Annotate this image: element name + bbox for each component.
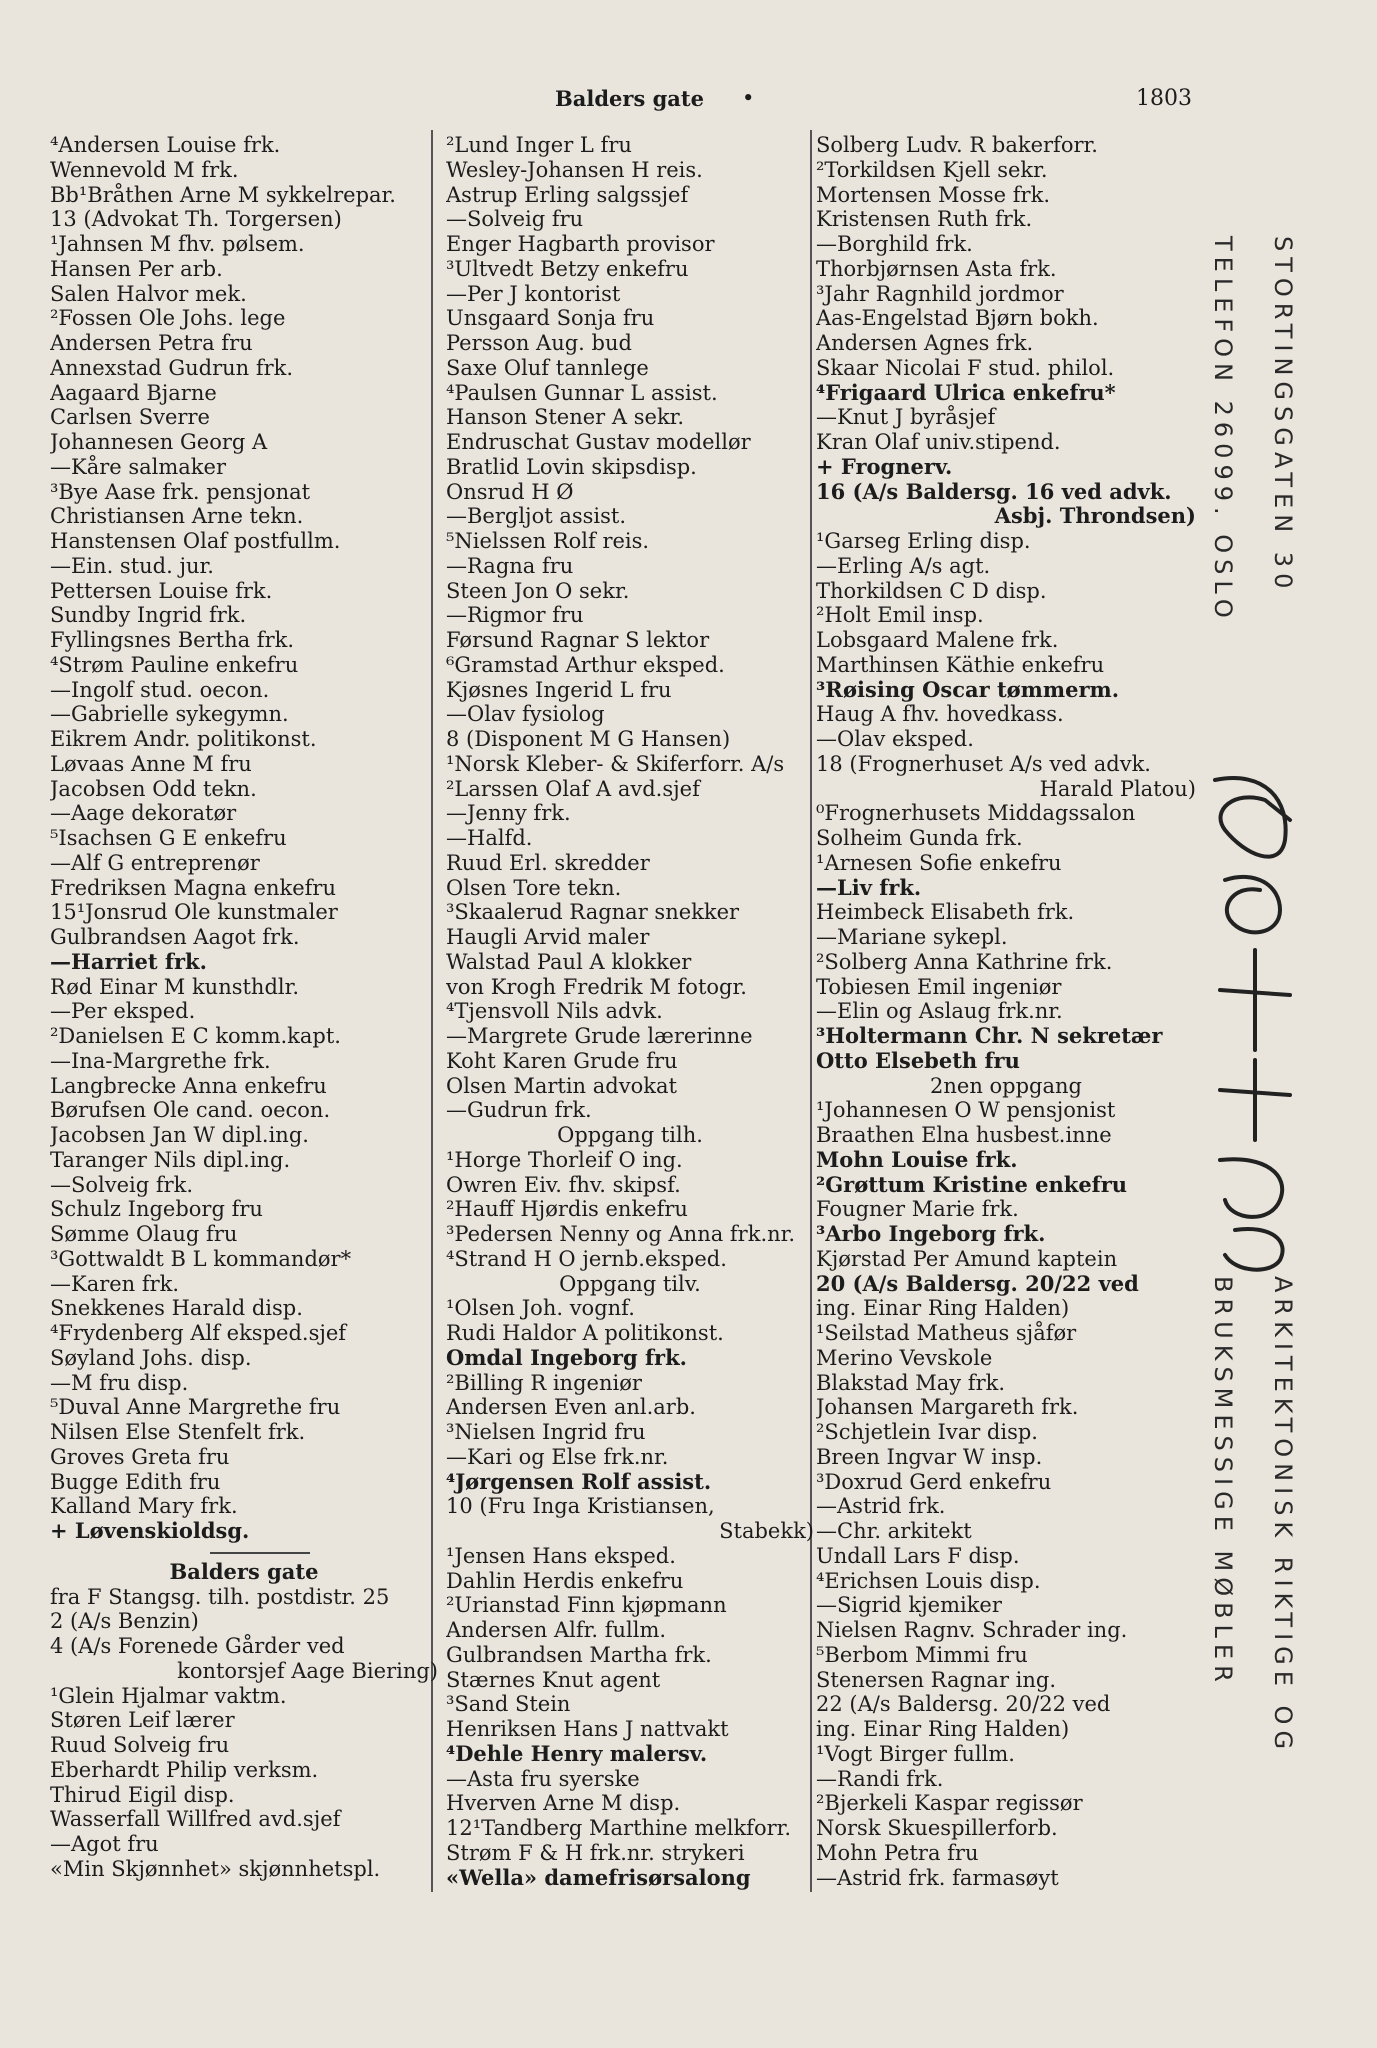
directory-entry: Snekkenes Harald disp. bbox=[50, 1296, 303, 1321]
directory-entry: ²Urianstad Finn kjøpmann bbox=[446, 1593, 727, 1618]
directory-entry: Sundby Ingrid frk. bbox=[50, 603, 247, 628]
directory-entry: Stenersen Ragnar ing. bbox=[816, 1667, 1057, 1692]
directory-entry: —Liv frk. bbox=[816, 875, 922, 900]
directory-entry: —Olav eksped. bbox=[816, 727, 974, 751]
directory-entry: Aas-Engelstad Bjørn bokh. bbox=[816, 306, 1099, 331]
directory-entry: —Per J kontorist bbox=[446, 281, 621, 306]
directory-entry: ²Schjetlein Ivar disp. bbox=[816, 1420, 1038, 1444]
directory-entry: —Harriet frk. bbox=[50, 949, 207, 974]
directory-entry: ⁴Tjensvoll Nils advk. bbox=[446, 999, 663, 1024]
directory-entry: 2nen oppgang bbox=[930, 1073, 1082, 1098]
directory-entry: Asbj. Throndsen) bbox=[994, 504, 1196, 529]
directory-entry: Thorbjørnsen Asta frk. bbox=[816, 256, 1057, 281]
directory-entry: Taranger Nils dipl.ing. bbox=[50, 1147, 291, 1172]
directory-entry: ¹Vogt Birger fullm. bbox=[816, 1741, 1015, 1766]
directory-entry: Heimbeck Elisabeth frk. bbox=[816, 900, 1075, 925]
directory-entry: Johansen Margareth frk. bbox=[816, 1395, 1079, 1420]
side-ad-phone: TELEFON 26099. OSLO bbox=[1209, 236, 1237, 624]
directory-entry: ²Fossen Ole Johs. lege bbox=[50, 306, 286, 331]
directory-entry: Andersen Petra fru bbox=[50, 331, 253, 355]
directory-entry: Blakstad May frk. bbox=[816, 1370, 1006, 1395]
directory-entry: Kristensen Ruth frk. bbox=[816, 207, 1033, 232]
directory-entry: Olsen Martin advokat bbox=[446, 1073, 677, 1098]
directory-entry: 16 (A/s Baldersg. 16 ved advk. bbox=[816, 479, 1172, 504]
directory-entry: Sømme Olaug fru bbox=[50, 1222, 238, 1246]
directory-entry: —Per eksped. bbox=[50, 999, 196, 1024]
directory-entry: Wennevold M frk. bbox=[50, 157, 239, 182]
directory-entry: ³Jahr Ragnhild jordmor bbox=[816, 281, 1064, 306]
directory-entry: Enger Hagbarth provisor bbox=[446, 232, 715, 256]
directory-entry: —Gudrun frk. bbox=[446, 1098, 592, 1123]
directory-entry: —Ein. stud. jur. bbox=[50, 553, 214, 578]
directory-entry: 13 (Advokat Th. Torgersen) bbox=[50, 207, 342, 232]
directory-entry: ¹Horge Thorleif O ing. bbox=[446, 1147, 683, 1172]
directory-entry: ²Torkildsen Kjell sekr. bbox=[816, 157, 1048, 182]
directory-entry: + Frognerv. bbox=[816, 454, 953, 479]
directory-entry: ¹Garseg Erling disp. bbox=[816, 529, 1031, 553]
directory-entry: —Alf G entreprenør bbox=[50, 850, 260, 875]
directory-entry: Koht Karen Grude fru bbox=[446, 1048, 678, 1073]
directory-entry: Bugge Edith fru bbox=[50, 1469, 221, 1494]
directory-entry: —Knut J byråsjef bbox=[816, 405, 996, 430]
directory-entry: Aagaard Bjarne bbox=[50, 380, 217, 405]
directory-entry: kontorsjef Aage Biering) bbox=[177, 1658, 438, 1683]
directory-entry: Schulz Ingeborg fru bbox=[50, 1197, 263, 1222]
directory-entry: Søyland Johs. disp. bbox=[50, 1345, 252, 1370]
directory-entry: ³Nielsen Ingrid fru bbox=[446, 1420, 646, 1444]
directory-entry: 8 (Disponent M G Hansen) bbox=[446, 727, 731, 751]
directory-entry: —Halfd. bbox=[446, 826, 533, 850]
directory-entry: Olsen Tore tekn. bbox=[446, 875, 622, 900]
directory-entry: —Asta fru syerske bbox=[446, 1766, 640, 1791]
directory-entry: Steen Jon O sekr. bbox=[446, 578, 630, 603]
directory-entry: ²Larssen Olaf A avd.sjef bbox=[446, 776, 700, 801]
directory-entry: Jacobsen Odd tekn. bbox=[50, 776, 257, 801]
directory-entry: Saxe Oluf tannlege bbox=[446, 355, 649, 380]
directory-entry: —Solveig frk. bbox=[50, 1172, 194, 1197]
directory-entry: —Bergljot assist. bbox=[446, 504, 627, 529]
directory-entry: Ruud Solveig fru bbox=[50, 1733, 230, 1757]
directory-entry: —Randi frk. bbox=[816, 1766, 944, 1791]
directory-column-1 bbox=[50, 133, 438, 1882]
directory-entry: Støren Leif lærer bbox=[50, 1708, 235, 1733]
directory-entry: —Agot fru bbox=[50, 1832, 159, 1856]
directory-entry: Otto Elsebeth fru bbox=[816, 1048, 1020, 1073]
directory-entry: —Jenny frk. bbox=[446, 801, 571, 826]
directory-entry: Førsund Ragnar S lektor bbox=[446, 628, 710, 652]
directory-entry: Eberhardt Philip verksm. bbox=[50, 1757, 319, 1782]
directory-entry: —Kari og Else frk.nr. bbox=[446, 1444, 669, 1469]
directory-entry: Oppgang tilv. bbox=[559, 1271, 701, 1296]
directory-entry: Hanson Stener A sekr. bbox=[446, 405, 685, 430]
directory-entry: ¹Jahnsen M fhv. pølsem. bbox=[50, 232, 305, 256]
directory-entry: ⁴Dehle Henry malersv. bbox=[446, 1741, 708, 1766]
directory-entry: Kjøsnes Ingerid L fru bbox=[446, 677, 672, 702]
directory-entry: ⁰Frognerhusets Middagssalon bbox=[816, 801, 1136, 826]
directory-entry: —Chr. arkitekt bbox=[816, 1519, 972, 1543]
directory-entry: 2 (A/s Benzin) bbox=[50, 1609, 199, 1634]
directory-entry: 10 (Fru Inga Kristiansen, bbox=[446, 1494, 715, 1519]
directory-entry: ²Grøttum Kristine enkefru bbox=[816, 1172, 1128, 1197]
directory-entry: Stabekk) bbox=[719, 1519, 814, 1543]
directory-entry: —Gabrielle sykegymn. bbox=[50, 702, 289, 727]
directory-entry: ⁴Paulsen Gunnar L assist. bbox=[446, 380, 718, 405]
directory-entry: ⁶Gramstad Arthur eksped. bbox=[446, 652, 725, 677]
directory-entry: Unsgaard Sonja fru bbox=[446, 306, 655, 331]
side-ad-address: STORTINGSGATEN 30 bbox=[1269, 236, 1297, 595]
directory-entry: ing. Einar Ring Halden) bbox=[816, 1717, 1070, 1741]
directory-entry: Fredriksen Magna enkefru bbox=[50, 875, 336, 900]
directory-entry: ³Skaalerud Ragnar snekker bbox=[446, 900, 740, 925]
directory-entry: Merino Vevskole bbox=[816, 1345, 993, 1370]
directory-entry: —Aage dekoratør bbox=[50, 801, 237, 826]
directory-entry: Kran Olaf univ.stipend. bbox=[816, 430, 1061, 454]
directory-entry: 12¹Tandberg Marthine melkforr. bbox=[446, 1816, 792, 1840]
directory-entry: ³Gottwaldt B L kommandør* bbox=[50, 1246, 352, 1271]
directory-entry: Salen Halvor mek. bbox=[50, 281, 247, 306]
handwritten-annotation bbox=[1195, 760, 1305, 1280]
directory-entry: —M fru disp. bbox=[50, 1370, 189, 1395]
directory-entry: Thorkildsen C D disp. bbox=[816, 578, 1047, 603]
section-separator bbox=[50, 1544, 438, 1560]
directory-entry: ²Bjerkeli Kaspar regissør bbox=[816, 1791, 1083, 1816]
directory-entry: «Min Skjønnhet» skjønnhetspl. bbox=[50, 1856, 381, 1881]
directory-entry: Carlsen Sverre bbox=[50, 405, 210, 430]
directory-entry: Tobiesen Emil ingeniør bbox=[816, 974, 1062, 999]
directory-entry: ²Danielsen E C komm.kapt. bbox=[50, 1024, 341, 1048]
directory-entry: ⁵Isachsen G E enkefru bbox=[50, 826, 287, 850]
directory-entry: ⁴Strøm Pauline enkefru bbox=[50, 652, 299, 677]
directory-entry: Balders gate bbox=[169, 1559, 319, 1584]
directory-entry: Oppgang tilh. bbox=[557, 1123, 703, 1147]
directory-entry: 20 (A/s Baldersg. 20/22 ved bbox=[816, 1271, 1139, 1296]
directory-entry: Persson Aug. bud bbox=[446, 331, 632, 355]
directory-entry: ²Lund Inger L fru bbox=[446, 133, 632, 157]
directory-entry: ³Bye Aase frk. pensjonat bbox=[50, 479, 311, 504]
directory-entry: Nielsen Ragnv. Schrader ing. bbox=[816, 1618, 1128, 1642]
directory-entry: —Elin og Aslaug frk.nr. bbox=[816, 999, 1063, 1024]
directory-entry: Eikrem Andr. politikonst. bbox=[50, 727, 317, 751]
directory-entry: Gulbrandsen Aagot frk. bbox=[50, 925, 300, 949]
directory-entry: ⁴Erichsen Louis disp. bbox=[816, 1568, 1041, 1593]
directory-entry: ¹Olsen Joh. vognf. bbox=[446, 1296, 635, 1321]
directory-entry: —Olav fysiolog bbox=[446, 702, 605, 727]
directory-entry: —Sigrid kjemiker bbox=[816, 1593, 1002, 1618]
directory-entry: Haugli Arvid maler bbox=[446, 925, 650, 949]
directory-entry: ¹Johannesen O W pensjonist bbox=[816, 1098, 1116, 1123]
directory-entry: Gulbrandsen Martha frk. bbox=[446, 1642, 712, 1667]
directory-entry: ²Billing R ingeniør bbox=[446, 1370, 642, 1395]
directory-entry: —Margrete Grude lærerinne bbox=[446, 1024, 753, 1048]
directory-entry: Annexstad Gudrun frk. bbox=[50, 355, 294, 380]
directory-entry: Lobsgaard Malene frk. bbox=[816, 628, 1059, 652]
directory-entry: Christiansen Arne tekn. bbox=[50, 504, 304, 529]
directory-entry: ³Doxrud Gerd enkefru bbox=[816, 1469, 1052, 1494]
directory-entry: —Mariane sykepl. bbox=[816, 925, 1008, 949]
directory-entry: ³Røising Oscar tømmerm. bbox=[816, 677, 1120, 702]
directory-entry: Marthinsen Käthie enkefru bbox=[816, 652, 1105, 677]
directory-entry: Thirud Eigil disp. bbox=[50, 1782, 235, 1807]
side-ad-slogan-1: ARKITEKTONISK RIKTIGE OG bbox=[1269, 1276, 1297, 1756]
directory-entry: Andersen Alfr. fullm. bbox=[446, 1618, 667, 1642]
directory-entry: Mohn Louise frk. bbox=[816, 1147, 1018, 1172]
directory-entry: —Ragna fru bbox=[446, 553, 574, 578]
directory-entry: —Erling A/s agt. bbox=[816, 553, 991, 578]
directory-entry: Solheim Gunda frk. bbox=[816, 826, 1023, 850]
directory-entry: —Borghild frk. bbox=[816, 232, 973, 256]
directory-entry: —Ina-Margrethe frk. bbox=[50, 1048, 271, 1073]
directory-entry: ³Ultvedt Betzy enkefru bbox=[446, 256, 689, 281]
side-ad-slogan-2: BRUKSMESSIGE MØBLER bbox=[1209, 1276, 1237, 1688]
directory-entry: Astrup Erling salgssjef bbox=[446, 182, 689, 207]
directory-entry: Strøm F & H frk.nr. strykeri bbox=[446, 1840, 745, 1865]
directory-entry: ³Arbo Ingeborg frk. bbox=[816, 1222, 1046, 1246]
directory-entry: Børufsen Ole cand. oecon. bbox=[50, 1098, 331, 1123]
directory-entry: Braathen Elna husbest.inne bbox=[816, 1123, 1112, 1147]
directory-entry: ⁴Frigaard Ulrica enkefru* bbox=[816, 380, 1116, 405]
directory-entry: Hansen Per arb. bbox=[50, 256, 223, 281]
directory-entry: ¹Seilstad Matheus sjåfør bbox=[816, 1321, 1077, 1345]
directory-entry: + Løvenskioldsg. bbox=[50, 1519, 250, 1543]
directory-entry: von Krogh Fredrik M fotogr. bbox=[446, 974, 747, 999]
directory-entry: Harald Platou) bbox=[1039, 776, 1196, 801]
directory-entry: ³Holtermann Chr. N sekretær bbox=[816, 1024, 1163, 1048]
directory-entry: —Astrid frk. bbox=[816, 1494, 946, 1519]
directory-entry: ing. Einar Ring Halden) bbox=[816, 1296, 1070, 1321]
directory-entry: Pettersen Louise frk. bbox=[50, 578, 273, 603]
directory-entry: Fyllingsnes Bertha frk. bbox=[50, 628, 295, 652]
directory-entry: —Kåre salmaker bbox=[50, 454, 226, 479]
directory-entry: Endruschat Gustav modellør bbox=[446, 430, 751, 454]
directory-entry: ⁵Duval Anne Margrethe fru bbox=[50, 1395, 341, 1420]
directory-entry: ⁴Frydenberg Alf eksped.sjef bbox=[50, 1321, 347, 1345]
directory-entry: Hanstensen Olaf postfullm. bbox=[50, 529, 341, 553]
directory-entry: ⁴Andersen Louise frk. bbox=[50, 133, 281, 157]
directory-entry: 15¹Jonsrud Ole kunstmaler bbox=[50, 900, 338, 925]
directory-entry: Rød Einar M kunsthdlr. bbox=[50, 974, 300, 999]
directory-entry: Andersen Agnes frk. bbox=[816, 331, 1034, 355]
directory-entry: Andersen Even anl.arb. bbox=[446, 1395, 696, 1420]
page-number: 1803 bbox=[1136, 86, 1192, 111]
directory-entry: ²Hauff Hjørdis enkefru bbox=[446, 1197, 688, 1222]
directory-entry: Breen Ingvar W insp. bbox=[816, 1444, 1043, 1469]
directory-entry: Skaar Nicolai F stud. philol. bbox=[816, 355, 1115, 380]
directory-entry: Henriksen Hans J nattvakt bbox=[446, 1717, 729, 1741]
directory-entry: Dahlin Herdis enkefru bbox=[446, 1568, 684, 1593]
directory-entry: Norsk Skuespillerforb. bbox=[816, 1816, 1058, 1840]
directory-entry: ⁵Berbom Mimmi fru bbox=[816, 1642, 1028, 1667]
directory-entry: fra F Stangsg. tilh. postdistr. 25 bbox=[50, 1584, 390, 1609]
directory-entry: Hverven Arne M disp. bbox=[446, 1791, 681, 1816]
page-header bbox=[0, 86, 1377, 116]
directory-entry: Undall Lars F disp. bbox=[816, 1543, 1020, 1568]
directory-entry: —Solveig fru bbox=[446, 207, 584, 232]
directory-entry: Haug A fhv. hovedkass. bbox=[816, 702, 1064, 727]
directory-entry: Mortensen Mosse frk. bbox=[816, 182, 1050, 207]
directory-entry: Ruud Erl. skredder bbox=[446, 850, 650, 875]
directory-entry: ¹Norsk Kleber- & Skiferforr. A/s bbox=[446, 751, 785, 776]
directory-entry: Stærnes Knut agent bbox=[446, 1667, 661, 1692]
directory-entry: 18 (Frognerhuset A/s ved advk. bbox=[816, 751, 1151, 776]
directory-column-3 bbox=[816, 133, 1196, 1890]
directory-entry: ⁴Jørgensen Rolf assist. bbox=[446, 1469, 712, 1494]
directory-entry: Solberg Ludv. R bakerforr. bbox=[816, 133, 1098, 157]
directory-entry: ⁵Nielssen Rolf reis. bbox=[446, 529, 650, 553]
directory-entry: ²Solberg Anna Kathrine frk. bbox=[816, 949, 1113, 974]
directory-entry: Wesley-Johansen H reis. bbox=[446, 157, 703, 182]
directory-entry: Langbrecke Anna enkefru bbox=[50, 1073, 327, 1098]
directory-entry: ¹Jensen Hans eksped. bbox=[446, 1543, 676, 1568]
directory-entry: «Wella» damefrisørsalong bbox=[446, 1865, 751, 1890]
directory-entry: Fougner Marie frk. bbox=[816, 1197, 1019, 1222]
directory-entry: Omdal Ingeborg frk. bbox=[446, 1345, 687, 1370]
directory-entry: 4 (A/s Forenede Gårder ved bbox=[50, 1634, 345, 1658]
directory-entry: —Rigmor fru bbox=[446, 603, 584, 628]
directory-entry: 22 (A/s Baldersg. 20/22 ved bbox=[816, 1692, 1111, 1717]
directory-entry: Løvaas Anne M fru bbox=[50, 751, 252, 776]
directory-entry: Wasserfall Willfred avd.sjef bbox=[50, 1807, 341, 1832]
street-title: Balders gate bbox=[555, 86, 704, 111]
directory-entry: Bb¹Bråthen Arne M sykkelrepar. bbox=[50, 182, 396, 207]
directory-entry: ²Holt Emil insp. bbox=[816, 603, 984, 628]
directory-entry: Kalland Mary frk. bbox=[50, 1494, 238, 1519]
directory-entry: Mohn Petra fru bbox=[816, 1840, 979, 1865]
directory-entry: —Karen frk. bbox=[50, 1271, 180, 1296]
directory-entry: Rudi Haldor A politikonst. bbox=[446, 1321, 724, 1345]
directory-entry: Onsrud H Ø bbox=[446, 479, 574, 504]
directory-entry: ¹Arnesen Sofie enkefru bbox=[816, 850, 1062, 875]
directory-entry: Bratlid Lovin skipsdisp. bbox=[446, 454, 697, 479]
directory-entry: ¹Glein Hjalmar vaktm. bbox=[50, 1683, 287, 1708]
directory-entry: —Astrid frk. farmasøyt bbox=[816, 1865, 1059, 1890]
directory-entry: Jacobsen Jan W dipl.ing. bbox=[50, 1123, 309, 1147]
header-dot: • bbox=[742, 86, 755, 110]
directory-entry: ³Sand Stein bbox=[446, 1692, 571, 1717]
directory-entry: ⁴Strand H O jernb.eksped. bbox=[446, 1246, 727, 1271]
directory-entry: Owren Eiv. fhv. skipsf. bbox=[446, 1172, 681, 1197]
directory-entry: Nilsen Else Stenfelt frk. bbox=[50, 1420, 306, 1444]
directory-column-2 bbox=[446, 133, 814, 1890]
directory-entry: Walstad Paul A klokker bbox=[446, 949, 692, 974]
directory-entry: Johannesen Georg A bbox=[50, 430, 268, 454]
directory-entry: —Ingolf stud. oecon. bbox=[50, 677, 270, 702]
directory-entry: Groves Greta fru bbox=[50, 1444, 230, 1469]
directory-entry: Kjørstad Per Amund kaptein bbox=[816, 1246, 1118, 1271]
directory-entry: ³Pedersen Nenny og Anna frk.nr. bbox=[446, 1222, 796, 1246]
